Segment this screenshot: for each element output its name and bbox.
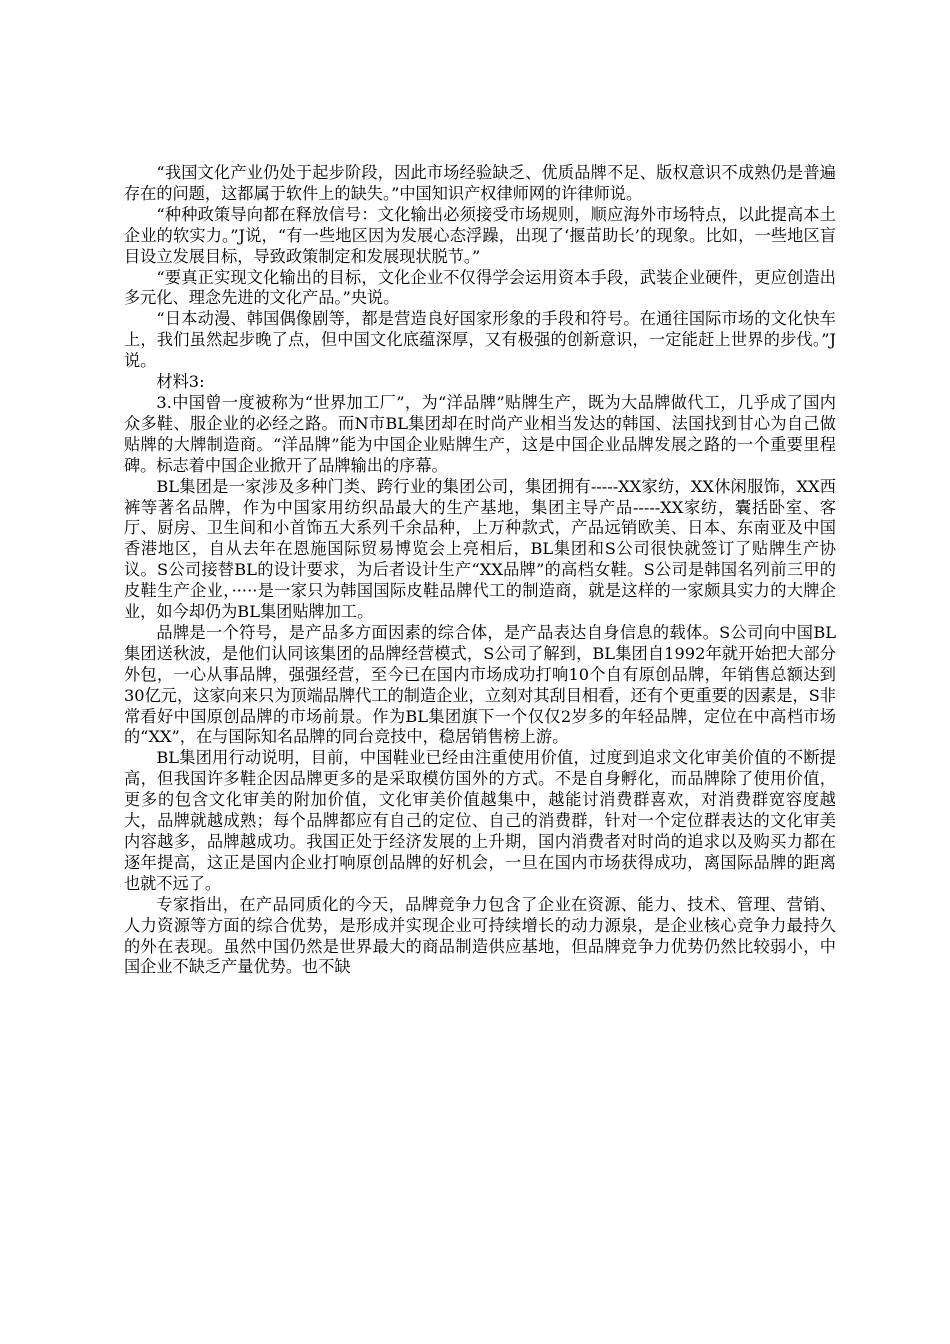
paragraph-lawyer-quote: “我国文化产业仍处于起步阶段，因此市场经验缺乏、优质品牌不足、版权意识不成熟仍是普遍存在的问题，这都属于软件上的缺失。”中国知识产权律师网的许律师说。 bbox=[124, 163, 836, 203]
paragraph-policy-signal: “种种政策导向都在释放信号：文化输出必须接受市场规则，顺应海外市场特点，以此提高本土企业的软实力。”J说，“有一些地区因为发展心态浮躁，出现了‘揠苗助长’的现象。比如，一些地区盲目设立发展目标，导致政策制定和发展现状脱节。” bbox=[124, 204, 836, 266]
paragraph-brand-symbol: 品牌是一个符号，是产品多方面因素的综合体，是产品表达自身信息的载体。S公司向中国BL集团送秋波，是他们认同该集团的品牌经营模式，S公司了解到，BL集团自1992年就开始把大部分外包，一心从事品牌，强强经营，至今已在国内市场成功打响10个自有原创品牌，年销售总额达到30亿元，这家向来只为顶端品牌代工的制造企业，立刻对其刮目相看，还有个更重要的因素是，S非常看好中国原创品牌的市场前景。作为BL集团旗下一个仅仅2岁多的年轻品牌，定位在中高档市场的“XX”，在与国际知名品牌的同台竞技中，稳居销售榜上游。 bbox=[124, 622, 836, 747]
paragraph-bl-action: BL集团用行动说明，目前，中国鞋业已经由注重使用价值，过度到追求文化审美价值的不断提高，但我国许多鞋企因品牌更多的是采取模仿国外的方式。不是自身孵化，而品牌除了使用价值，更多的包含文化审美的附加价值，文化审美价值越集中，越能讨消费群喜欢，对消费群宽容度越大，品牌就越成熟；每个品牌都应有自己的定位、自己的消费群，针对一个定位群表达的文化审美内容越多，品牌越成功。我国正处于经济发展的上升期，国内消费者对时尚的追求以及购买力都在逐年提高，这正是国内企业打响原创品牌的好机会，一旦在国内市场获得成功，离国际品牌的距离也就不远了。 bbox=[124, 748, 836, 893]
document-body bbox=[124, 163, 836, 978]
material-3-heading: 材料3: bbox=[156, 372, 205, 392]
paragraph-world-factory: 3.中国曾一度被称为“世界加工厂”，为“洋品牌”贴牌生产，既为大品牌做代工，几乎成了国内众多鞋、服企业的必经之路。而N市BL集团却在时尚产业相当发达的韩国、法国找到甘心为自己做贴牌的大牌制造商。“洋品牌”能为中国企业贴牌生产，这是中国企业品牌发展之路的一个重要里程碑。标志着中国企业掀开了品牌输出的序幕。 bbox=[124, 392, 836, 475]
paragraph-cultural-output: “要真正实现文化输出的目标，文化企业不仅得学会运用资本手段，武装企业硬件，更应创造出多元化、理念先进的文化产品。”央说。 bbox=[124, 267, 836, 308]
paragraph-bl-group: BL集团是一家涉及多种门类、跨行业的集团公司，集团拥有-----XX家纺，XX休闲服饰，XX西裤等著名品牌，作为中国家用纺织品最大的生产基地，集团主导产品-----XX家纺，囊括卧室、客厅、厨房、卫生间和小首饰五大系列千余品种，上万种款式，产品远销欧美、日本、东南亚及中国香港地区，自从去年在恩施国际贸易博览会上亮相后，BL集团和S公司很快就签订了贴牌生产协议。S公司接替BL的设计要求，为后者设计生产“XX品牌”的高档女鞋。S公司是韩国名列前三甲的皮鞋生产企业，·····是一家只为韩国国际皮鞋品牌代工的制造商，就是这样的一家颇具实力的大牌企业，如今却仍为BL集团贴牌加工。 bbox=[124, 476, 836, 622]
paragraph-japan-korea: “日本动漫、韩国偶像剧等，都是营造良好国家形象的手段和符号。在通往国际市场的文化快车上，我们虽然起步晚了点，但中国文化底蕴深厚，又有极强的创新意识，一定能赶上世界的步伐。”J说。 bbox=[124, 309, 836, 371]
paragraph-expert: 专家指出，在产品同质化的今天，品牌竞争力包含了企业在资源、能力、技术、管理、营销、人力资源等方面的综合优势，是形成并实现企业可持续增长的动力源泉，是企业核心竞争力最持久的外在表现。虽然中国仍然是世界最大的商品制造供应基地，但品牌竞争力优势仍然比较弱小，中国企业不缺乏产量优势。也不缺 bbox=[124, 894, 836, 977]
